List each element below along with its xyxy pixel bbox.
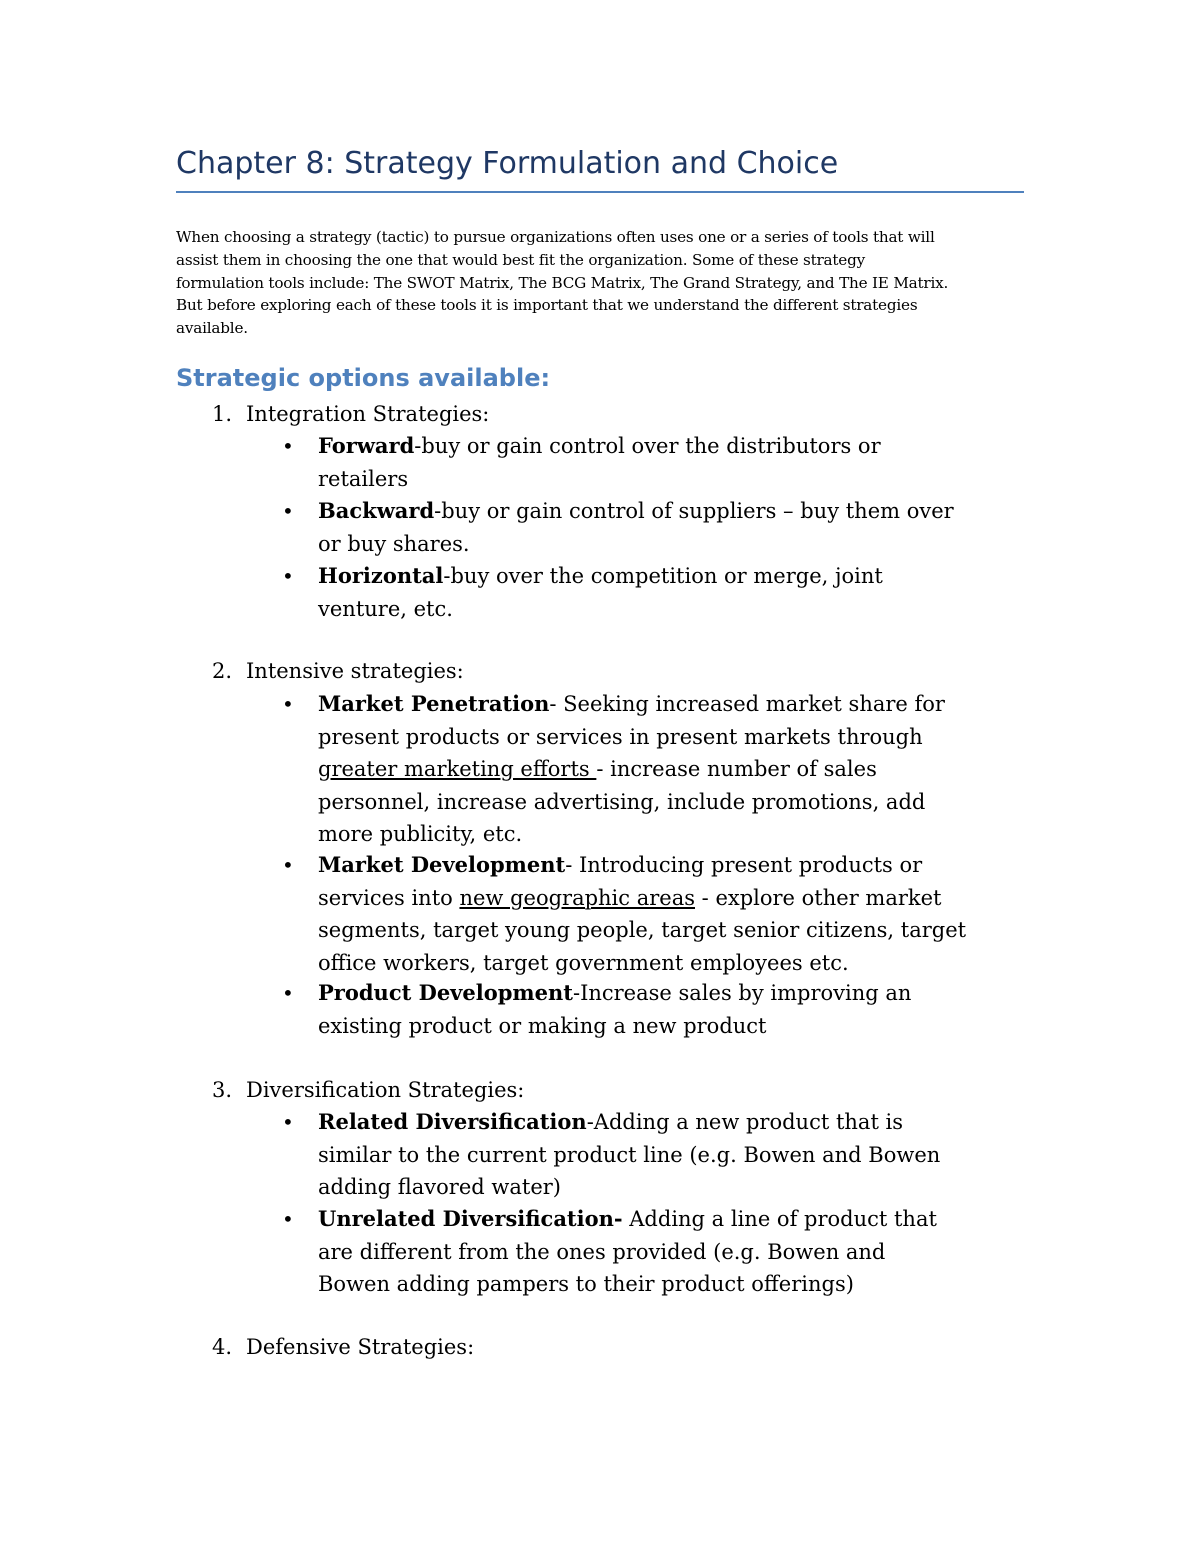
term-label: Market Development: [318, 852, 566, 877]
underlined-phrase: greater marketing efforts: [318, 757, 597, 781]
list-item-body: [318, 688, 1038, 851]
term-description: - increase number of sales: [596, 757, 877, 781]
term-label: Related Diversification: [318, 1109, 587, 1134]
underlined-phrase: new geographic areas: [459, 885, 695, 910]
term-description: office workers, target government employees etc.: [318, 950, 849, 975]
term-description: Adding a line of product that: [622, 1207, 937, 1231]
term-description: similar to the current product line (e.g. Bowen and Bowen: [318, 1142, 941, 1167]
list-item-body: [318, 977, 1038, 1042]
list-heading-diversification: [212, 1074, 524, 1106]
bullet-icon: •: [282, 499, 294, 523]
list-number: 1.: [212, 402, 233, 426]
list-item-body: [318, 560, 1038, 625]
title-underline-rule: [176, 191, 1024, 193]
bullet-icon: •: [282, 1110, 294, 1134]
term-description: segments, target young people, target senior citizens, target: [318, 918, 967, 942]
term-label: Product Development: [318, 980, 573, 1005]
term-description: - Seeking increased market share for: [549, 692, 945, 716]
list-heading-intensive: [212, 655, 464, 687]
term-description: adding flavored water): [318, 1175, 561, 1199]
list-item-body: [318, 430, 1038, 495]
term-label: Market Penetration: [318, 691, 550, 716]
term-description: existing product or making a new product: [318, 1013, 767, 1038]
section-subheading: Strategic options available:: [176, 364, 551, 392]
bullet-icon: •: [282, 1207, 294, 1231]
list-heading-text: Defensive Strategies:: [246, 1335, 475, 1359]
intro-paragraph: [176, 226, 1024, 340]
term-description: retailers: [318, 466, 409, 491]
term-description: -buy over the competition or merge, joint: [443, 564, 883, 588]
term-description: -buy or gain control over the distributors or: [414, 434, 881, 458]
list-number: 4.: [212, 1335, 233, 1359]
term-label: Horizontal: [318, 563, 444, 588]
term-label: Forward: [318, 433, 415, 458]
term-description: or buy shares.: [318, 531, 470, 556]
intro-line: available.: [176, 319, 248, 338]
term-description: present products or services in present markets through: [318, 724, 923, 749]
term-description: services into: [318, 885, 460, 910]
bullet-icon: •: [282, 981, 294, 1005]
term-description: -Adding a new product that is: [586, 1110, 904, 1134]
list-item-body: [318, 849, 1038, 979]
term-description: Bowen adding pampers to their product offerings): [318, 1272, 854, 1296]
list-heading-text: Diversification Strategies:: [246, 1078, 525, 1102]
intro-line: When choosing a strategy (tactic) to pursue organizations often uses one or a series of tools that will: [176, 228, 935, 246]
intro-line: But before exploring each of these tools it is important that we understand the different strategies: [176, 296, 918, 315]
bullet-icon: •: [282, 692, 294, 716]
term-label: Backward: [318, 498, 435, 523]
term-description: -Increase sales by improving an: [572, 981, 912, 1005]
term-description: are different from the ones provided (e.g. Bowen and: [318, 1239, 886, 1264]
term-description: - Introducing present products or: [565, 853, 923, 877]
bullet-icon: •: [282, 434, 294, 458]
intro-line: assist them in choosing the one that would best fit the organization. Some of these strategy: [176, 250, 865, 269]
term-label: Unrelated Diversification-: [318, 1206, 623, 1231]
bullet-icon: •: [282, 564, 294, 588]
term-description: personnel, increase advertising, include promotions, add: [318, 789, 926, 814]
list-heading-text: Intensive strategies:: [246, 659, 464, 683]
list-heading-defensive: [212, 1331, 474, 1363]
list-item-body: [318, 495, 1038, 560]
term-description: - explore other market: [695, 885, 942, 910]
intro-line: formulation tools include: The SWOT Matrix, The BCG Matrix, The Grand Strategy, and The IE Matrix.: [176, 273, 949, 292]
list-heading-text: Integration Strategies:: [246, 402, 490, 426]
term-description: venture, etc.: [318, 596, 453, 621]
list-heading-integration: [212, 398, 489, 430]
term-description: more publicity, etc.: [318, 822, 523, 846]
term-description: -buy or gain control of suppliers – buy them over: [434, 499, 954, 523]
list-number: 3.: [212, 1078, 233, 1102]
list-item-body: [318, 1203, 1038, 1301]
page-title: Chapter 8: Strategy Formulation and Choice: [176, 146, 839, 181]
list-number: 2.: [212, 659, 233, 683]
list-item-body: [318, 1106, 1038, 1204]
bullet-icon: •: [282, 853, 294, 877]
